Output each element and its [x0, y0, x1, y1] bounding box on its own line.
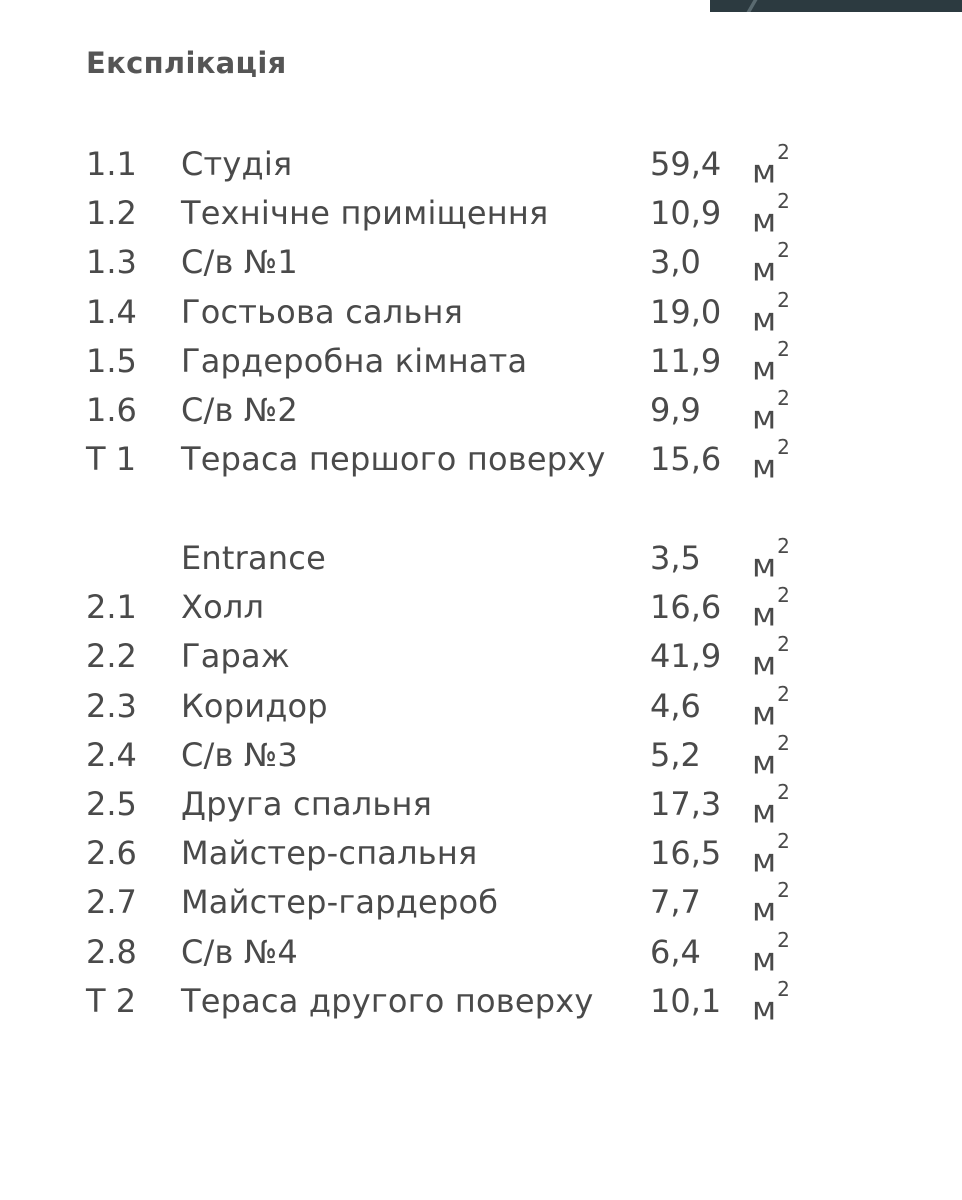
area-unit — [752, 238, 790, 295]
area-unit-exponent: 2 — [777, 829, 790, 854]
room-number: 1.5 — [86, 341, 137, 380]
room-row — [0, 632, 962, 684]
room-row — [0, 337, 962, 386]
room-row — [0, 534, 962, 583]
room-area: 7,7 — [650, 883, 701, 922]
room-area: 6,4 — [650, 932, 701, 971]
area-unit-exponent: 2 — [777, 534, 790, 558]
room-name: С/в №2 — [181, 390, 298, 429]
room-area: 19,0 — [650, 292, 722, 331]
area-unit-base: м — [752, 300, 777, 339]
area-unit-exponent: 2 — [777, 976, 790, 1001]
room-name: Студія — [181, 145, 293, 183]
room-number: 2.8 — [86, 932, 137, 971]
room-number: 1.2 — [86, 194, 137, 233]
room-area: 10,9 — [650, 194, 722, 233]
area-unit — [752, 632, 790, 689]
room-area: 16,5 — [650, 834, 722, 873]
area-unit-exponent: 2 — [777, 189, 790, 214]
room-name: Гостьова сальня — [181, 292, 464, 331]
area-unit-exponent: 2 — [777, 140, 790, 164]
room-area: 15,6 — [650, 440, 722, 479]
room-name: Коридор — [181, 686, 328, 725]
room-number: 2.4 — [86, 735, 137, 774]
room-name: Гардеробна кімната — [181, 341, 528, 380]
area-unit — [752, 682, 790, 739]
area-unit-base: м — [752, 940, 777, 979]
room-row — [0, 288, 962, 337]
area-unit-base: м — [752, 349, 777, 388]
area-unit-exponent: 2 — [777, 336, 790, 361]
room-row — [0, 386, 962, 435]
room-row — [0, 583, 962, 632]
room-name: Майстер-гардероб — [181, 883, 499, 922]
room-name: Гараж — [181, 637, 290, 676]
room-area: 41,9 — [650, 637, 722, 676]
area-unit-base: м — [752, 694, 777, 733]
room-number: Т 1 — [86, 440, 137, 479]
corner-decoration — [710, 0, 962, 12]
room-area: 16,6 — [650, 588, 722, 627]
page-title: Експлікація — [86, 46, 287, 80]
room-number: 2.3 — [86, 686, 137, 725]
area-unit-exponent: 2 — [777, 385, 790, 410]
area-unit-exponent: 2 — [777, 632, 790, 657]
area-unit-base: м — [752, 743, 777, 782]
area-unit-base: м — [752, 890, 777, 929]
room-name: С/в №4 — [181, 932, 298, 971]
room-area: 3,5 — [650, 539, 701, 577]
area-unit-exponent: 2 — [777, 730, 790, 755]
room-number: 1.3 — [86, 243, 137, 282]
area-unit-base: м — [752, 546, 777, 585]
room-area: 59,4 — [650, 145, 722, 183]
area-unit-base: м — [752, 251, 777, 290]
room-row — [0, 140, 962, 189]
area-unit-base: м — [752, 989, 777, 1028]
area-unit — [752, 928, 790, 985]
area-unit-exponent: 2 — [777, 238, 790, 263]
room-row — [0, 780, 962, 829]
room-name: С/в №1 — [181, 243, 298, 282]
area-unit — [752, 977, 790, 1034]
room-name: Entrance — [181, 539, 326, 577]
area-unit-exponent: 2 — [777, 435, 790, 460]
room-area: 3,0 — [650, 243, 701, 282]
area-unit-exponent: 2 — [777, 287, 790, 312]
area-unit-exponent: 2 — [777, 583, 790, 608]
room-number: Т 2 — [86, 981, 137, 1020]
room-row — [0, 238, 962, 290]
room-number: 2.5 — [86, 784, 137, 823]
area-unit — [752, 435, 790, 492]
area-unit-base: м — [752, 792, 777, 831]
room-number: 1.1 — [86, 145, 137, 183]
room-group-floor-1 — [0, 140, 962, 484]
room-row — [0, 189, 962, 238]
room-row — [0, 829, 962, 878]
room-row — [0, 682, 962, 731]
room-area: 10,1 — [650, 981, 722, 1020]
area-unit — [752, 288, 790, 345]
area-unit-base: м — [752, 398, 777, 437]
room-name: Тераса другого поверху — [181, 981, 594, 1020]
room-name: Друга спальня — [181, 784, 433, 823]
room-area: 4,6 — [650, 686, 701, 725]
room-group-floor-2 — [0, 534, 962, 1026]
room-area: 17,3 — [650, 784, 722, 823]
room-row — [0, 928, 962, 977]
area-unit-exponent: 2 — [777, 681, 790, 706]
area-unit-base: м — [752, 152, 777, 191]
area-unit — [752, 731, 790, 788]
room-number: 2.2 — [86, 637, 137, 676]
room-name: Технічне приміщення — [181, 194, 549, 233]
room-area: 11,9 — [650, 341, 722, 380]
area-unit-base: м — [752, 447, 777, 486]
room-row — [0, 977, 962, 1026]
room-number: 2.7 — [86, 883, 137, 922]
area-unit-exponent: 2 — [777, 878, 790, 903]
area-unit — [752, 337, 790, 394]
room-number: 1.4 — [86, 292, 137, 331]
area-unit-base: м — [752, 595, 777, 634]
room-number: 2.6 — [86, 834, 137, 873]
room-name: Майстер-спальня — [181, 834, 478, 873]
area-unit-base: м — [752, 201, 777, 240]
room-number: 2.1 — [86, 588, 137, 627]
area-unit-exponent: 2 — [777, 779, 790, 804]
area-unit — [752, 878, 790, 935]
room-name: С/в №3 — [181, 735, 298, 774]
room-row — [0, 878, 962, 927]
area-unit-base: м — [752, 841, 777, 880]
area-unit-base: м — [752, 645, 777, 684]
room-name: Тераса першого поверху — [181, 440, 606, 479]
area-unit-exponent: 2 — [777, 927, 790, 952]
room-area: 9,9 — [650, 390, 701, 429]
room-area: 5,2 — [650, 735, 701, 774]
room-row — [0, 435, 962, 484]
room-name: Холл — [181, 588, 265, 627]
room-number: 1.6 — [86, 390, 137, 429]
room-row — [0, 731, 962, 780]
